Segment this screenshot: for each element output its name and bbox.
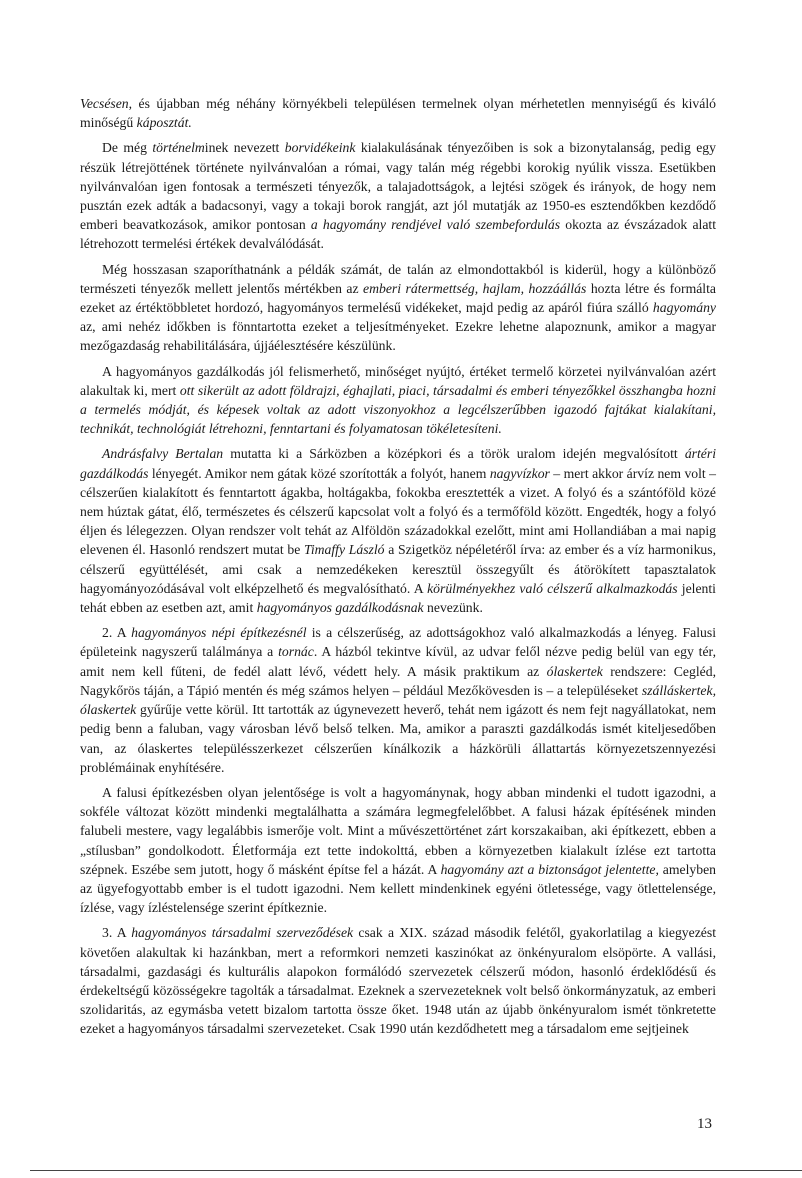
italic-text: borvidékeink (284, 140, 356, 156)
document-body (80, 94, 716, 1045)
text-run: kialakulásának tényezőiben is sok a bizonytalanság, pedig egy részük létrejöttének története nyilvánvalóan a római, vagy talán még régebbi korokig nyúlik vissza. Esetükben nyilvánvalóan igen fontosak a természeti tényezők, a talajadottságok, a lejtési szögek és irányok, de hogy nem pusztán ezek adták a badacsonyi, vagy a tokaji borok rangját, azt jól mutatják az 1950-es esztendőkben kezdődő emberi beavatkozások, amikor pontosan (80, 140, 716, 233)
text-run: , és újabban még néhány környékbeli településen termelnek olyan mérhetetlen mennyiségű és kiváló minőségű (80, 96, 716, 131)
italic-text: történelm (152, 140, 205, 156)
paragraph-7 (80, 783, 716, 917)
italic-text: Timaffy László (303, 542, 385, 558)
text-run: mutatta ki a Sárközben a középkori és a török uralom idején megvalósított (223, 446, 685, 462)
text-run: A falusi építkezésben olyan jelentősége is volt a hagyománynak, hogy abban mindenki el tudott igazodni, a sokféle változat között mindenki megtalálhatta a számára legmegfelelőbbet. A falusi házak építésének minden falubeli mestere, vagy legalábbis ismerője volt. Mint a művészettörténet zárt korszakaiban, aki építkezett, ebben a „stílusban” gondolkodott. Életformája ezt tette indokolttá, ebben a környezetben kialakult ízlése ezt tartotta szépnek. Eszébe sem jutott, hogy ő másként építse fel a házát. A (80, 784, 716, 877)
italic-text: emberi rátermettség, hajlam, hozzáállás (363, 280, 587, 296)
page-number: 13 (697, 1116, 712, 1132)
text-run: De még (102, 140, 153, 156)
text-run: rendszere: Cegléd, Nagykőrös táján, a Tápió mentén és még számos helyen – például Mezőkövesden is – a településeket (80, 663, 716, 698)
paragraph-8 (80, 923, 716, 1038)
italic-text: tornác (278, 644, 314, 660)
text-run: inek nevezett (204, 140, 285, 156)
italic-text: hagyományos társadalmi szerveződések (131, 925, 354, 941)
paragraph-5 (80, 444, 716, 617)
text-run: az, ami nehéz időkben is fönntartotta ezeket a teljesítményeket. Ezekre lehetne alapoznunk, amikor a magyar mezőgazdaság rehabilitálására, újjáélesztésére készülünk. (80, 319, 716, 354)
text-run: hozta létre és formálta ezeket az értéktöbbletet hordozó, hagyományos termelésű vidékeket, majd pedig az apáról fiúra szálló (80, 280, 716, 316)
paragraph-3 (80, 260, 716, 356)
text-run: nevezünk. (423, 600, 483, 616)
italic-text: szálláskertek, ólaskertek (80, 682, 716, 718)
italic-text: káposztát. (136, 115, 192, 131)
bottom-rule (30, 1170, 802, 1171)
text-run: Még hosszasan szaporíthatnánk a példák számát, de talán az elmondottakból is kiderül, hogy a különböző természeti tényezők mellett jelentős mértékben az (80, 261, 716, 296)
text-run: gyűrűje vette körül. Itt tartották az úgynevezett heverő, tehát nem igázott és nem fejt nagyállatokat, nem pedig benn a faluban, vagy városban lévő belső telken. Ma, amikor a paraszti gazdálkodás ismét kiteljesedőben van, az ólaskertes településszerkezet célszerűen kínálkozik a házkörüli állattartás környezetszennyezési problémáinak enyhítésére. (80, 702, 716, 775)
paragraph-4 (80, 362, 716, 439)
paragraph-2 (80, 138, 716, 253)
paragraph-1 (80, 94, 716, 132)
text-run: . A házból tekintve kívül, az udvar felől nézve pedig belül van egy tér, amit nem kell fűteni, de fedél alatt lévő, védett hely. A másik praktikum az (80, 644, 716, 679)
italic-text: a hagyomány rendjével való szembefordulás (310, 217, 561, 233)
text-run: okozta az évszázadok alatt létrehozott termelési értékek devalválódását. (80, 217, 717, 252)
italic-text: ólaskertek (546, 663, 603, 679)
italic-text: hagyományos népi építkezésnél (131, 625, 307, 641)
text-run: a Szigetköz népéletéről írva: az ember és a víz harmonikus, célszerű együttélését, ami csak a nemzedékeken keresztül összegyűlt és átörökített tapasztalatok hagyományozódásával volt elképzelhető és megvalósítható. A (80, 542, 717, 596)
italic-text: ott sikerült az adott földrajzi, éghajlati, piaci, társadalmi és emberi tényezőkkel összhangba hozni a termelés módját, és képesek voltak az adott viszonyokhoz a legcélszerűbben igazodó fajtákat kialakítani, technikát, technológiát létrehozni, fenntartani és folyamatosan tökéletesíteni. (80, 382, 716, 437)
text-run: csak a XIX. század második felétől, gyakorlatilag a kiegyezést követően alakultak ki hazánkban, mert a reformkori nemzeti kaszinókat az önkényuralom elsöpörte. A vallási, társadalmi, gazdasági és kulturális alapokon formálódó szervezetek célszerű módon, hasonló érdeklődésű és érdekeltségű közösségekre tagolták a társadalmat. Ezeknek a szervezeteknek volt belső önkormányzatuk, az emberi szolidaritás, az egymásba vetett bizalom tartotta össze őket. 1948 után az újabb önkényuralom ismét tönkretette ezeket a hagyományos társadalmi szervezeteket. Csak 1990 után kezdődhetett meg a társadalom eme sejtjeinek (80, 925, 716, 1037)
text-run: 2. A (102, 625, 132, 641)
text-run: amelyben az ügyefogyottabb ember is el tudott igazodni. Nem kellett mindenkinek egyéni ötletessége, vagy ötlettelensége, ízlése, vagy ízléstelensége szerint építkeznie. (80, 861, 716, 916)
text-run: A hagyományos gazdálkodás jól felismerhető, minőséget nyújtó, értéket termelő körzetei nyilvánvalóan azért alakultak ki, mert (80, 363, 716, 398)
text-run: jelenti tehát ebben az esetben azt, amit (80, 580, 716, 616)
paragraph-6 (80, 623, 716, 777)
italic-text: nagyvízkor (489, 465, 550, 481)
italic-text: körülményekhez való célszerű alkalmazkodás (427, 580, 678, 596)
italic-text: ártéri gazdálkodás (80, 446, 716, 481)
italic-text: Vecsésen (80, 96, 129, 111)
text-run: 3. A (102, 925, 132, 941)
italic-text: hagyomány azt a biztonságot jelentette, (440, 861, 659, 877)
text-run: is a célszerűség, az adottságokhoz való alkalmazkodás a lényeg. Falusi épületeink nagyszerű találmánya a (80, 625, 716, 660)
text-run: – mert akkor árvíz nem volt – célszerűen kialakított és fenntartott ágakba, holtágakba, fokokba eresztették a vizet. A folyó és a szántóföld közé nem húztak gátat, élő, természetes és célszerű kapcsolat volt a folyó és a termőföld között. Engedték, hogy a folyó éljen és lélegezzen. Olyan rendszer volt tehát az Alföldön századokkal ezelőtt, mint ami Hollandiában a mai napig elevenen él. Hasonló rendszert mutat be (80, 465, 717, 558)
italic-text: Andrásfalvy Bertalan (102, 446, 224, 462)
text-run: lényegét. Amikor nem gátak közé szorították a folyót, hanem (148, 465, 490, 481)
italic-text: hagyomány (652, 300, 716, 316)
italic-text: hagyományos gazdálkodásnak (256, 600, 424, 616)
